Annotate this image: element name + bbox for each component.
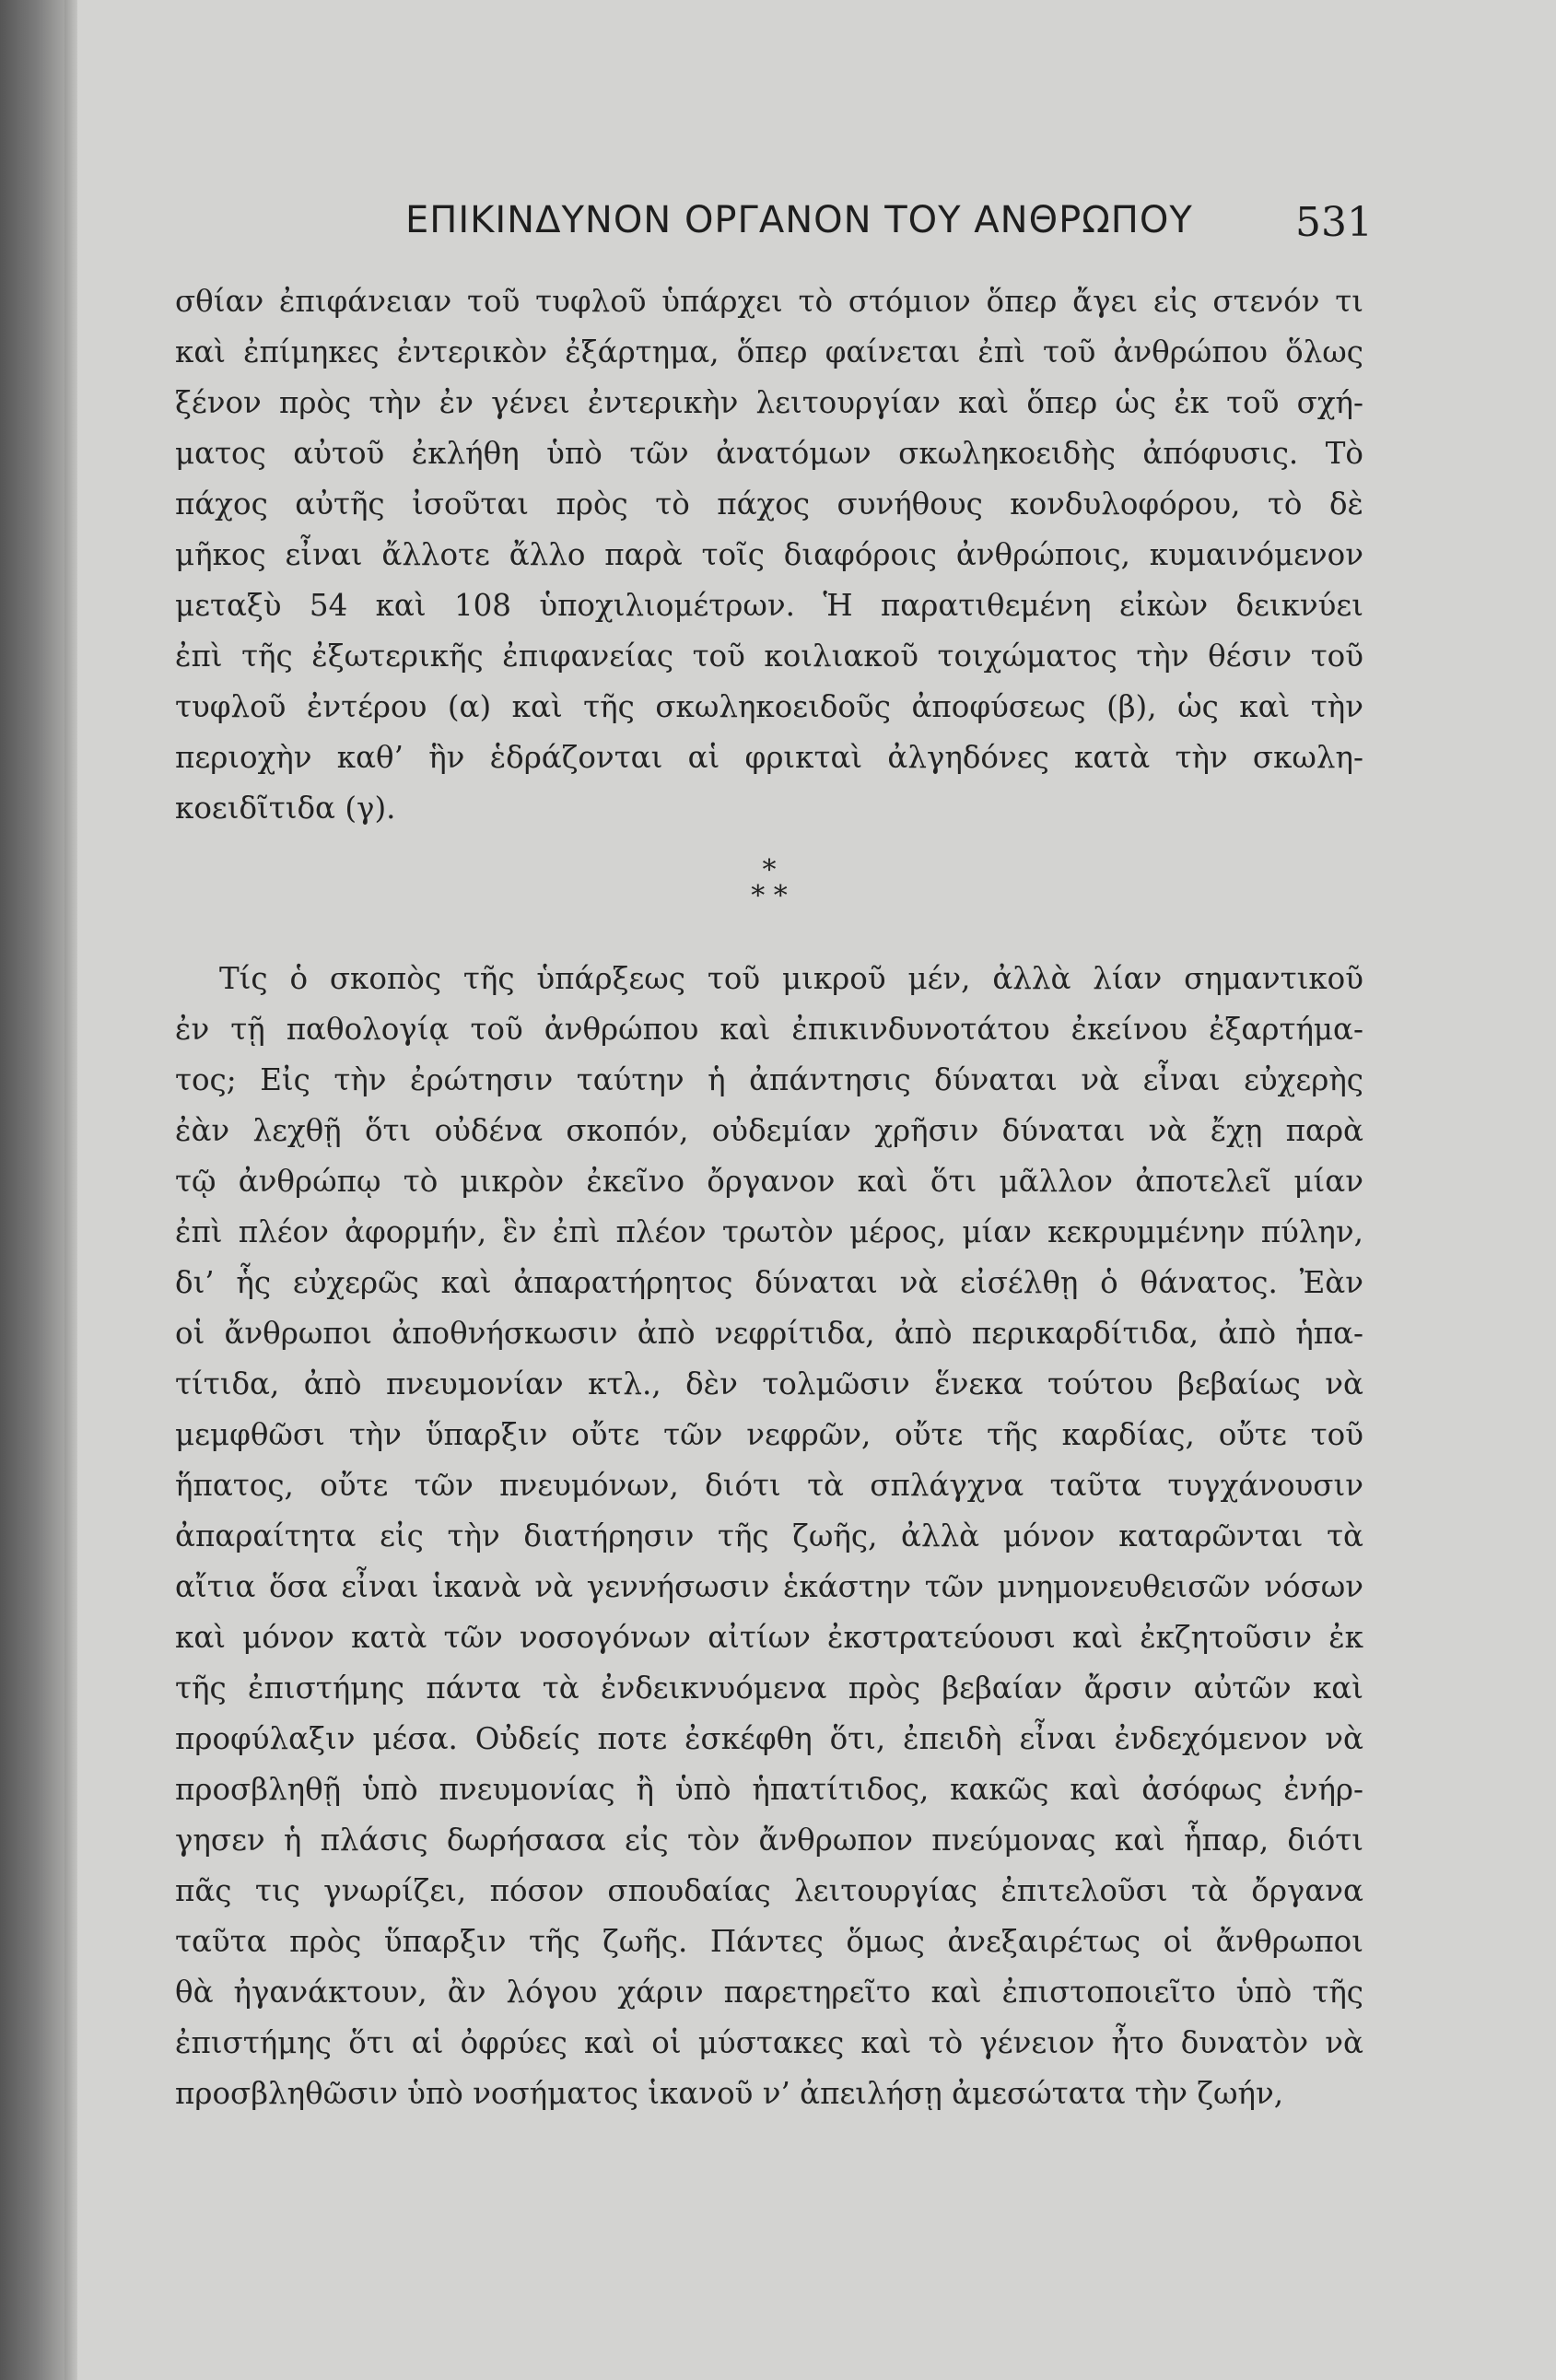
asterism-top: * [762,854,777,886]
text-line: προσβληθῶσιν ὑπὸ νοσήματος ἱκανοῦ ν’ ἀπειλήσῃ ἀμεσώτατα τὴν ζωήν, [175,2076,1284,2111]
text-line: θὰ ἠγανάκτουν, ἂν λόγου χάριν παρετηρεῖτο καὶ ἐπιστοποιεῖτο ὑπὸ τῆς [175,1975,1363,2010]
text-line: πάχος αὐτῆς ἰσοῦται πρὸς τὸ πάχος συνήθους κονδυλοφόρου, τὸ δὲ [175,487,1363,522]
text-line: τῷ ἀνθρώπῳ τὸ μικρὸν ἐκεῖνο ὄργανον καὶ ὅτι μᾶλλον ἀποτελεῖ μίαν [175,1164,1363,1199]
text-line: τυφλοῦ ἐντέρου (α) καὶ τῆς σκωληκοειδοῦς ἀποφύσεως (β), ὡς καὶ τὴν [175,689,1363,724]
text-line: ξένον πρὸς τὴν ἐν γένει ἐντερικὴν λειτουργίαν καὶ ὅπερ ὡς ἐκ τοῦ σχή- [175,385,1363,420]
text-line: προσβληθῇ ὑπὸ πνευμονίας ἢ ὑπὸ ἡπατίτιδος, κακῶς καὶ ἀσόφως ἐνήρ- [175,1772,1363,1807]
text-line: τος; Εἰς τὴν ἐρώτησιν ταύτην ἡ ἀπάντησις δύναται νὰ εἶναι εὐχερὴς [175,1062,1363,1097]
text-line: ταῦτα πρὸς ὕπαρξιν τῆς ζωῆς. Πάντες ὅμως ἀνεξαιρέτως οἱ ἄνθρωποι [175,1924,1363,1959]
text-line: μεταξὺ 54 καὶ 108 ὑποχιλιομέτρων. Ἡ παρατιθεμένη εἰκὼν δεικνύει [175,588,1363,623]
text-line: τῆς ἐπιστήμης πάντα τὰ ἐνδεικνυόμενα πρὸς βεβαίαν ἄρσιν αὐτῶν καὶ [175,1671,1363,1706]
text-line: ἐπὶ τῆς ἐξωτερικῆς ἐπιφανείας τοῦ κοιλιακοῦ τοιχώματος τὴν θέσιν τοῦ [175,639,1363,674]
text-line: προφύλαξιν μέσα. Οὐδείς ποτε ἐσκέφθη ὅτι, ἐπειδὴ εἶναι ἐνδεχόμενον νὰ [175,1721,1363,1756]
text-line: ἐν τῇ παθολογίᾳ τοῦ ἀνθρώπου καὶ ἐπικινδυνοτάτου ἐκείνου ἐξαρτήμα- [175,1012,1363,1047]
text-line: σθίαν ἐπιφάνειαν τοῦ τυφλοῦ ὑπάρχει τὸ στόμιον ὅπερ ἄγει εἰς στενόν τι [175,284,1363,319]
text-line: πᾶς τις γνωρίζει, πόσον σπουδαίας λειτουργίας ἐπιτελοῦσι τὰ ὄργανα [175,1873,1363,1908]
page-body [175,276,1363,2111]
text-line: αἴτια ὅσα εἶναι ἱκανὰ νὰ γεννήσωσιν ἑκάστην τῶν μνημονευθεισῶν νόσων [175,1569,1363,1604]
text-line: τίτιδα, ἀπὸ πνευμονίαν κτλ., δὲν τολμῶσιν ἕνεκα τούτου βεβαίως νὰ [175,1366,1363,1401]
text-line: δι’ ἧς εὐχερῶς καὶ ἀπαρατήρητος δύναται νὰ εἰσέλθῃ ὁ θάνατος. Ἐὰν [175,1265,1363,1300]
text-line: ματος αὐτοῦ ἐκλήθη ὑπὸ τῶν ἀνατόμων σκωληκοειδὴς ἀπόφυσις. Τὸ [175,436,1363,471]
text-line: ἀπαραίτητα εἰς τὴν διατήρησιν τῆς ζωῆς, ἀλλὰ μόνον καταρῶνται τὰ [175,1518,1363,1553]
book-spine-shadow [0,0,64,2380]
paragraph-2 [175,954,1363,2119]
running-title: ΕΠΙΚΙΝΔΥΝΟΝ ΟΡΓΑΝΟΝ ΤΟΥ ΑΝΘΡΩΠΟΥ [405,199,1193,241]
gutter-edge [64,0,77,2380]
asterism-bottom: * * [751,880,788,912]
page-number: 531 [1295,199,1373,246]
text-line: γησεν ἡ πλάσις δωρήσασα εἰς τὸν ἄνθρωπον πνεύμονας καὶ ἧπαρ, διότι [175,1823,1363,1858]
text-line: ἥπατος, οὔτε τῶν πνευμόνων, διότι τὰ σπλάγχνα ταῦτα τυγχάνουσιν [175,1468,1363,1503]
paragraph-1 [175,276,1363,834]
text-line: ἐπὶ πλέον ἀφορμήν, ἓν ἐπὶ πλέον τρωτὸν μέρος, μίαν κεκρυμμένην πύλην, [175,1214,1363,1249]
text-line: καὶ ἐπίμηκες ἐντερικὸν ἐξάρτημα, ὅπερ φαίνεται ἐπὶ τοῦ ἀνθρώπου ὅλως [175,334,1363,369]
text-line: καὶ μόνον κατὰ τῶν νοσογόνων αἰτίων ἐκστρατεύουσι καὶ ἐκζητοῦσιν ἐκ [175,1620,1363,1655]
text-line: μῆκος εἶναι ἄλλοτε ἄλλο παρὰ τοῖς διαφόροις ἀνθρώποις, κυμαινόμενον [175,537,1363,572]
text-line: κοειδῖτιδα (γ). [175,791,396,826]
text-line: οἱ ἄνθρωποι ἀποθνήσκωσιν ἀπὸ νεφρίτιδα, ἀπὸ περικαρδίτιδα, ἀπὸ ἡπα- [175,1316,1363,1351]
text-line: μεμφθῶσι τὴν ὕπαρξιν οὔτε τῶν νεφρῶν, οὔτε τῆς καρδίας, οὔτε τοῦ [175,1417,1363,1452]
text-line: Τίς ὁ σκοπὸς τῆς ὑπάρξεως τοῦ μικροῦ μέν, ἀλλὰ λίαν σημαντικοῦ [219,961,1363,996]
text-line: ἐὰν λεχθῇ ὅτι οὐδένα σκοπόν, οὐδεμίαν χρῆσιν δύναται νὰ ἔχῃ παρὰ [175,1113,1363,1148]
text-line: περιοχὴν καθ’ ἣν ἑδράζονται αἱ φρικταὶ ἀλγηδόνες κατὰ τὴν σκωλη- [175,740,1363,775]
page-header [184,199,1373,254]
text-line: ἐπιστήμης ὅτι αἱ ὀφρύες καὶ οἱ μύστακες καὶ τὸ γένειον ἦτο δυνατὸν νὰ [175,2025,1363,2060]
